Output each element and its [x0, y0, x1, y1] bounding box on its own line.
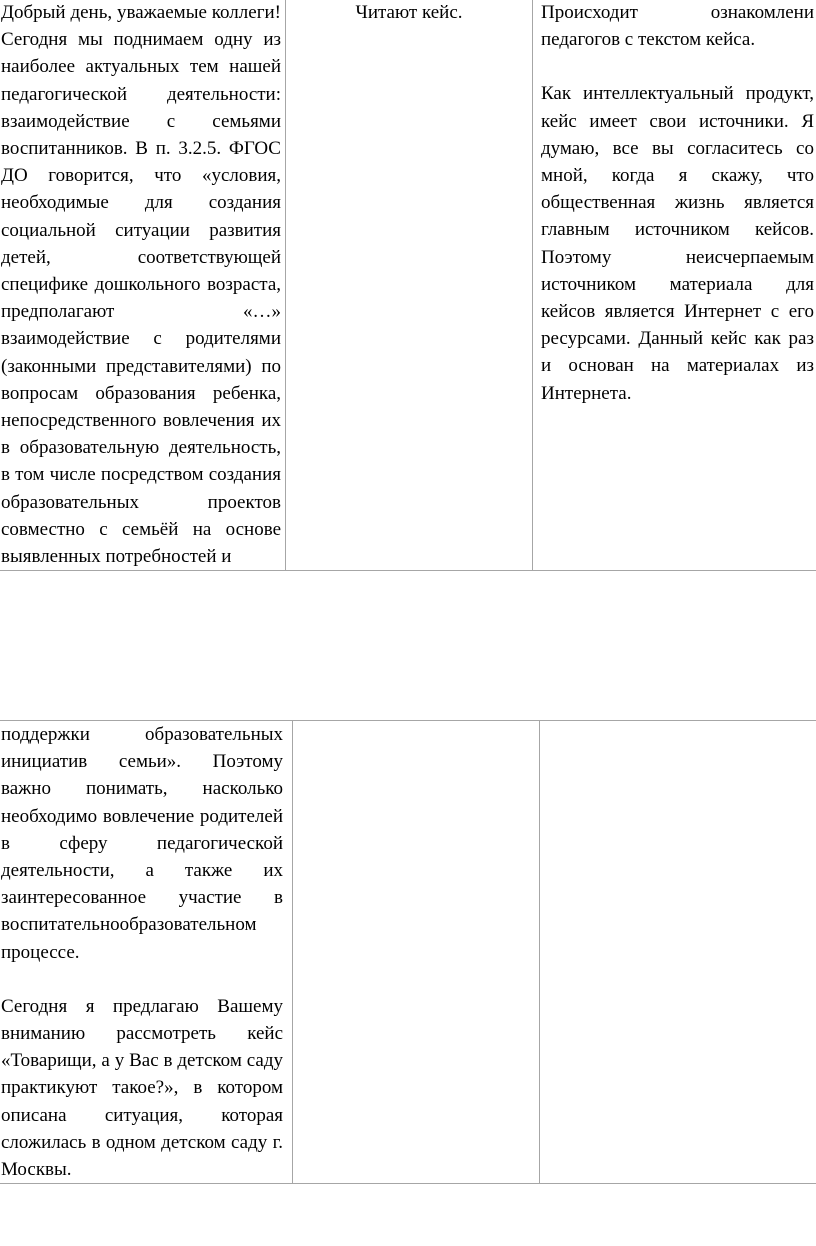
commentary-cell: [540, 721, 816, 1184]
script-table-top: [0, 0, 816, 571]
speaker-text: Добрый день, уважаемые коллеги! Сегодня мы поднимаем одну из наиболее актуальных тем нашей педагогической деятельности: взаимодействие с семьями воспитанников. В п. 3.2.5. ФГОС ДО говорится, что «условия, необходимые для создания социальной ситуации развития детей, соответствующей специфике дошкольного возраста, предполагают «…» взаимодействие с родителями (законными представителями) по вопросам образования ребенка, непосредственного вовлечения их в образовательную деятельность, в том числе посредством создания образовательных проектов совместно с семьёй на основе выявленных потребностей и: [1, 2, 281, 568]
commentary-cell: [533, 0, 816, 571]
speaker-text-paragraph-2: Сегодня я предлагаю Вашему вниманию рассмотреть кейс «Товарищи, а у Вас в детском саду практикуют такое?», в котором описана ситуация, которая сложилась в одном детском саду г. Москвы.: [1, 995, 283, 1181]
participants-action-cell: [293, 721, 540, 1184]
commentary-paragraph-1: Происходит ознакомлени педагогов с текстом кейса.: [541, 2, 814, 51]
table-row: [0, 0, 816, 571]
speaker-text-cell: [0, 0, 286, 571]
speaker-text-paragraph-1: поддержки образовательных инициатив семьи». Поэтому важно понимать, насколько необходимо вовлечение родителей в сферу педагогической деятельности, а также их заинтересованное участие в воспитательнообразовательном процессе.: [1, 724, 283, 963]
speaker-text-cell: [0, 721, 293, 1184]
paragraph-gap: [0, 966, 292, 993]
participants-action-cell: [286, 0, 533, 571]
script-table-bottom: [0, 720, 816, 1184]
paragraph-gap: [533, 53, 816, 80]
participants-action: Читают кейс.: [355, 2, 463, 23]
table-row: [0, 721, 816, 1184]
commentary-paragraph-2: Как интеллектуальный продукт, кейс имеет свои источники. Я думаю, все вы согласитесь со мной, когда я скажу, что общественная жизнь является главным источником кейсов. Поэтому неисчерпаемым источником материала для кейсов является Интернет с его ресурсами. Данный кейс как раз и основан на материалах из Интернета.: [541, 83, 814, 404]
